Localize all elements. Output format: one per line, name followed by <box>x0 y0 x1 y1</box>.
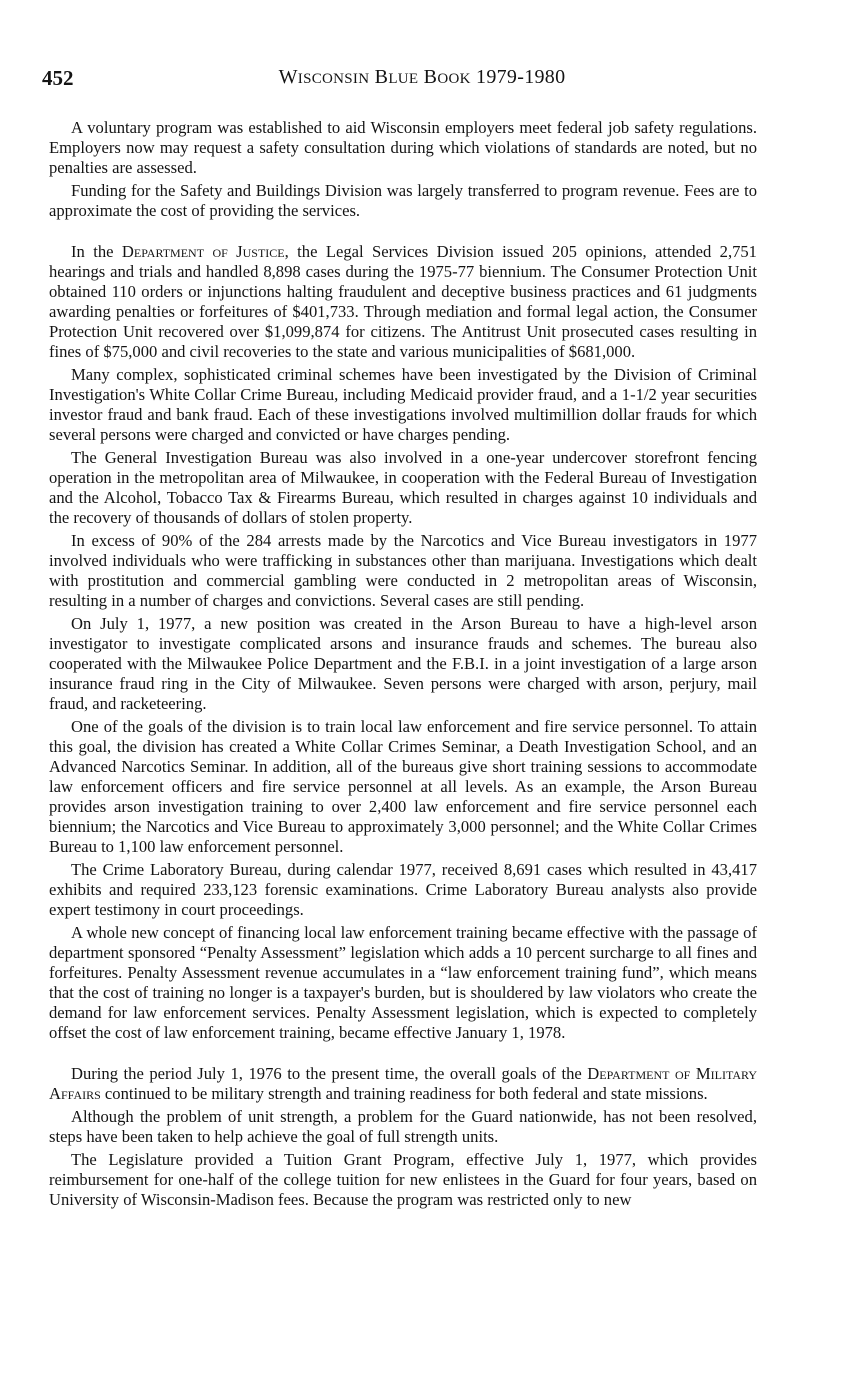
page-number: 452 <box>42 66 74 90</box>
paragraph: The Legislature provided a Tuition Grant Program, effective July 1, 1977, which provides reimbursement for one-half of the college tuition for new enlistees in the Guard for four years, based on University of Wisconsin-Madison fees. Because the program was restricted only to new <box>49 1150 757 1209</box>
paragraph-text: In the <box>71 242 122 261</box>
title-years: 1979-1980 <box>470 66 566 88</box>
paragraph: The Crime Laboratory Bureau, during calendar 1977, received 8,691 cases which resulted in 43,417 exhibits and required 233,123 forensic examinations. Crime Laboratory Bureau analysts also provide expert testimony in court proceedings. <box>49 860 757 919</box>
department-name: Department of Military Affairs <box>49 1064 757 1103</box>
paragraph: The General Investigation Bureau was also involved in a one-year undercover storefront fencing operation in the metropolitan area of Milwaukee, in cooperation with the Federal Bureau of Investigation and the Alcohol, Tobacco Tax & Firearms Bureau, which resulted in charges against 10 individuals and the recovery of thousands of dollars of stolen property. <box>49 448 757 527</box>
title-letter-w: W <box>278 66 298 88</box>
paragraph-department-of-military-affairs <box>49 1064 757 1104</box>
page-header <box>42 66 802 96</box>
paragraph: A voluntary program was established to aid Wisconsin employers meet federal job safety regulations. Employers now may request a safety consultation during which violations of standards are noted, but no penalties are assessed. <box>49 118 757 177</box>
title-rest-ook: OOK <box>437 71 471 87</box>
paragraph-text: During the period July 1, 1976 to the present time, the overall goals of the <box>71 1064 588 1083</box>
title-rest-isconsin: ISCONSIN <box>297 71 370 87</box>
title-rest-lue: LUE <box>388 71 419 87</box>
paragraph-text: continued to be military strength and training readiness for both federal and state missions. <box>100 1084 708 1103</box>
paragraph: A whole new concept of financing local law enforcement training became effective with the passage of department sponsored “Penalty Assessment” legislation which adds a 10 percent surcharge to all fines and forfeitures. Penalty Assessment revenue accumulates in a “law enforcement training fund”, which means that the cost of training no longer is a taxpayer's burden, but is shouldered by law violators who create the demand for law enforcement services. Penalty Assessment legislation, which is expected to completely offset the cost of law enforcement training, became effective January 1, 1978. <box>49 923 757 1042</box>
paragraph: Funding for the Safety and Buildings Division was largely transferred to program revenue. Fees are to approximate the cost of providing the services. <box>49 181 757 220</box>
paragraph: In excess of 90% of the 284 arrests made by the Narcotics and Vice Bureau investigators in 1977 involved individuals who were trafficking in substances other than marijuana. Investigations which dealt with prostitution and commercial gambling were conducted in 2 metropolitan areas of Wisconsin, resulting in a number of charges and convictions. Several cases are still pending. <box>49 531 757 610</box>
department-name: Department of Justice <box>121 242 285 261</box>
paragraph: Many complex, sophisticated criminal schemes have been investigated by the Division of Criminal Investigation's White Collar Crime Bureau, including Medicaid provider fraud, and a 1-1/2 year securities investor fraud and bank fraud. Each of these investigations involved multimillion dollar frauds for which several persons were charged and convicted or have charges pending. <box>49 365 757 444</box>
running-title <box>42 66 802 89</box>
paragraph: Although the problem of unit strength, a problem for the Guard nationwide, has not been resolved, steps have been taken to help achieve the goal of full strength units. <box>49 1107 757 1146</box>
paragraph-text: , the Legal Services Division issued 205 opinions, attended 2,751 hearings and trials and handled 8,898 cases during the 1975-77 biennium. The Consumer Protection Unit obtained 110 orders or injunctions halting fraudulent and deceptive business practices and 61 judgments awarding penalties or forfeitures of $401,733. Through mediation and formal legal action, the Consumer Protection Unit recovered over $1,099,874 for citizens. The Antitrust Unit prosecuted cases resulting in fines of $75,000 and civil recoveries to the state and various municipalities of $681,000. <box>49 242 757 361</box>
paragraph-department-of-justice <box>49 242 757 362</box>
body-text <box>49 118 757 1213</box>
title-letter-b2: B <box>418 66 438 88</box>
paragraph: One of the goals of the division is to train local law enforcement and fire service personnel. To attain this goal, the division has created a White Collar Crimes Seminar, a Death Investigation School, and an Advanced Narcotics Seminar. In addition, all of the bureaus give short training sessions to accommodate law enforcement officers and fire service personnel at all levels. As an example, the Arson Bureau provides arson investigation training to over 2,400 law enforcement and fire service personnel each biennium; the Narcotics and Vice Bureau to approximately 3,000 personnel; and the White Collar Crimes Bureau to 1,100 law enforcement personnel. <box>49 717 757 856</box>
paragraph: On July 1, 1977, a new position was created in the Arson Bureau to have a high-level arson investigator to investigate complicated arsons and insurance frauds and schemes. The bureau also cooperated with the Milwaukee Police Department and the F.B.I. in a joint investigation of a large arson insurance fraud ring in the City of Milwaukee. Seven persons were charged with arson, perjury, mail fraud, and racketeering. <box>49 614 757 713</box>
title-letter-b: B <box>369 66 389 88</box>
